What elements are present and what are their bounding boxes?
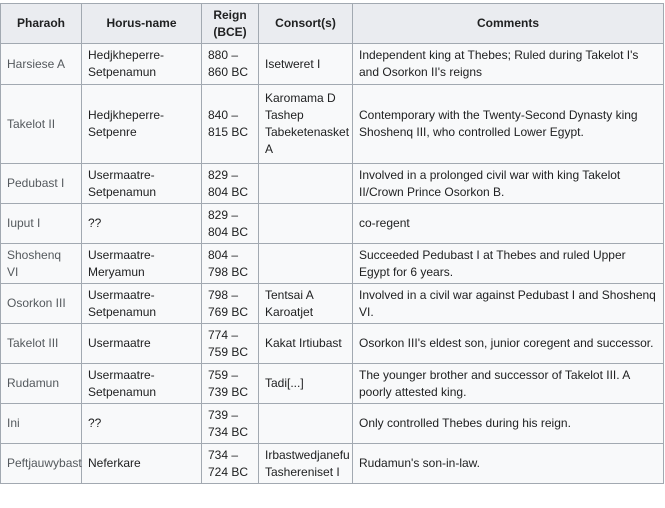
table-row (1, 284, 664, 324)
comment-cell: The younger brother and successor of Takelot III. A poorly attested king. (353, 364, 664, 404)
pharaoh-cell[interactable]: Shoshenq VI (1, 244, 82, 284)
pharaoh-cell[interactable]: Takelot III (1, 324, 82, 364)
reign-cell: 829 – 804 BC (202, 164, 259, 204)
consorts-cell: Kakat Irtiubast (259, 324, 353, 364)
comment-cell: Involved in a civil war against Pedubast I and Shoshenq VI. (353, 284, 664, 324)
table-row (1, 404, 664, 444)
consorts-cell (259, 404, 353, 444)
pharaoh-cell[interactable]: Osorkon III (1, 284, 82, 324)
header-pharaoh[interactable]: Pharaoh (1, 4, 82, 44)
reign-cell: 774 – 759 BC (202, 324, 259, 364)
consorts-cell: Tentsai A Karoatjet (259, 284, 353, 324)
horus-cell: Usermaatre-Setpenamun (82, 164, 202, 204)
table-row (1, 85, 664, 164)
table-row (1, 244, 664, 284)
horus-cell: Usermaatre-Setpenamun (82, 284, 202, 324)
consorts-cell: Isetweret I (259, 44, 353, 85)
reign-cell: 880 – 860 BC (202, 44, 259, 85)
pharaoh-cell[interactable]: Peftjauwybast (1, 444, 82, 484)
table-row (1, 364, 664, 404)
pharaoh-cell[interactable]: Harsiese A (1, 44, 82, 85)
consorts-cell: Karomama D Tashep Tabeketenasket A (259, 85, 353, 164)
horus-cell: Usermaatre-Setpenamun (82, 364, 202, 404)
table-row (1, 204, 664, 244)
table-row (1, 444, 664, 484)
consorts-cell (259, 204, 353, 244)
reign-cell: 840 – 815 BC (202, 85, 259, 164)
consorts-cell (259, 244, 353, 284)
table-row (1, 164, 664, 204)
header-horus-name[interactable]: Horus-name (82, 4, 202, 44)
comment-cell: Only controlled Thebes during his reign. (353, 404, 664, 444)
comment-cell: Contemporary with the Twenty-Second Dynasty king Shoshenq III, who controlled Lower Egypt. (353, 85, 664, 164)
reign-cell: 804 – 798 BC (202, 244, 259, 284)
comment-cell: Involved in a prolonged civil war with king Takelot II/Crown Prince Osorkon B. (353, 164, 664, 204)
horus-cell: Hedjkheperre-Setpenre (82, 85, 202, 164)
pharaoh-cell[interactable]: Rudamun (1, 364, 82, 404)
consorts-cell: Irbastwedjanefu Tashereniset I (259, 444, 353, 484)
horus-cell: Usermaatre-Meryamun (82, 244, 202, 284)
horus-cell: Neferkare (82, 444, 202, 484)
reign-cell: 739 – 734 BC (202, 404, 259, 444)
comment-cell: Succeeded Pedubast I at Thebes and ruled Upper Egypt for 6 years. (353, 244, 664, 284)
pharaoh-cell[interactable]: Takelot II (1, 85, 82, 164)
consorts-cell (259, 164, 353, 204)
reign-cell: 798 – 769 BC (202, 284, 259, 324)
horus-cell: ?? (82, 404, 202, 444)
header-reign[interactable]: Reign (BCE) (202, 4, 259, 44)
pharaoh-cell[interactable]: Pedubast I (1, 164, 82, 204)
header-comments[interactable]: Comments (353, 4, 664, 44)
pharaoh-cell[interactable]: Iuput I (1, 204, 82, 244)
comment-cell: Osorkon III's eldest son, junior coregent and successor. (353, 324, 664, 364)
consorts-cell: Tadi[...] (259, 364, 353, 404)
header-consorts[interactable]: Consort(s) (259, 4, 353, 44)
header-row (1, 4, 664, 44)
table-row (1, 324, 664, 364)
horus-cell: ?? (82, 204, 202, 244)
comment-cell: Rudamun's son-in-law. (353, 444, 664, 484)
horus-cell: Hedjkheperre-Setpenamun (82, 44, 202, 85)
reign-cell: 734 – 724 BC (202, 444, 259, 484)
pharaoh-cell[interactable]: Ini (1, 404, 82, 444)
reign-cell: 759 – 739 BC (202, 364, 259, 404)
reign-cell: 829 – 804 BC (202, 204, 259, 244)
pharaoh-table (0, 3, 664, 484)
comment-cell: co-regent (353, 204, 664, 244)
comment-cell: Independent king at Thebes; Ruled during Takelot I's and Osorkon II's reigns (353, 44, 664, 85)
horus-cell: Usermaatre (82, 324, 202, 364)
table-row (1, 44, 664, 85)
